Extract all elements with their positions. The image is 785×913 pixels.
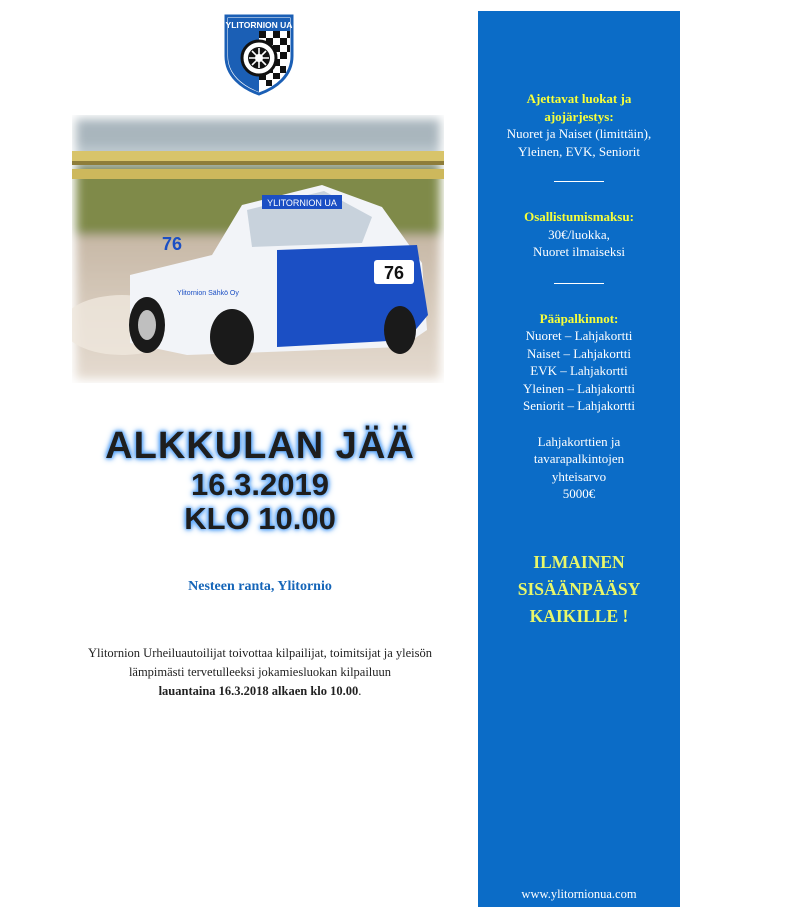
car-door-text: Ylitornion Sähkö Oy [177,290,239,297]
prize-item: Yleinen – Lahjakortti [523,380,635,396]
free-entry-line-2: SISÄÄNPÄÄSY [517,578,641,599]
prize-item: EVK – Lahjakortti [530,363,628,378]
car-side-number: 76 [162,234,183,254]
classes-line-2: Yleinen, EVK, Seniorit [517,143,641,159]
total-line-3: yhteisarvo [551,468,607,484]
intro-paragraph [40,644,480,701]
event-title: ALKKULAN JÄÄ [105,425,415,467]
fee-heading: Osallistumismaksu: [524,209,634,224]
website-link[interactable]: www.ylitornionua.com [521,886,637,901]
prize-item: Seniorit – Lahjakortti [523,398,635,413]
intro-line-2: lämpimästi tervetulleeksi jokamiesluokan kilpailuun [128,665,392,679]
fee-line-1: 30€/luokka, [548,226,610,242]
logo-text: YLITORNION UA [225,20,293,30]
total-line-2: tavarapalkintojen [533,451,625,466]
car-banner-text: YLITORNION UA [267,198,337,208]
car-number: 76 [383,263,405,283]
rally-car-photo [72,115,444,383]
classes-heading-1: Ajettavat luokat ja [526,91,632,106]
intro-line-1: Ylitornion Urheiluautoilijat toivottaa kilpailijat, toimitsijat ja yleisön [87,646,433,660]
info-sidebar [478,11,680,907]
intro-line-3: lauantaina 16.3.2018 alkaen klo 10.00. [158,684,362,698]
prize-item: Nuoret – Lahjakortti [525,328,633,343]
free-entry-line-1: ILMAINEN [533,551,625,572]
total-line-4: 5000€ [562,486,596,501]
event-title-block [40,425,480,537]
fee-line-2: Nuoret ilmaiseksi [532,244,626,259]
event-date: 16.3.2019 [191,466,329,502]
event-time: KLO 10.00 [184,501,336,537]
classes-line-1: Nuoret ja Naiset (limittäin), [506,126,652,141]
classes-heading-2: ajojärjestys: [544,108,614,124]
total-line-1: Lahjakorttien ja [537,433,621,449]
free-entry-line-3: KAIKILLE ! [529,605,629,626]
event-location: Nesteen ranta, Ylitornio [188,579,332,594]
prizes-heading: Pääpalkinnot: [539,310,619,326]
club-logo [222,12,296,96]
prize-item: Naiset – Lahjakortti [527,345,631,361]
intro-date-bold: lauantaina 16.3.2018 alkaen klo 10.00 [158,684,359,698]
